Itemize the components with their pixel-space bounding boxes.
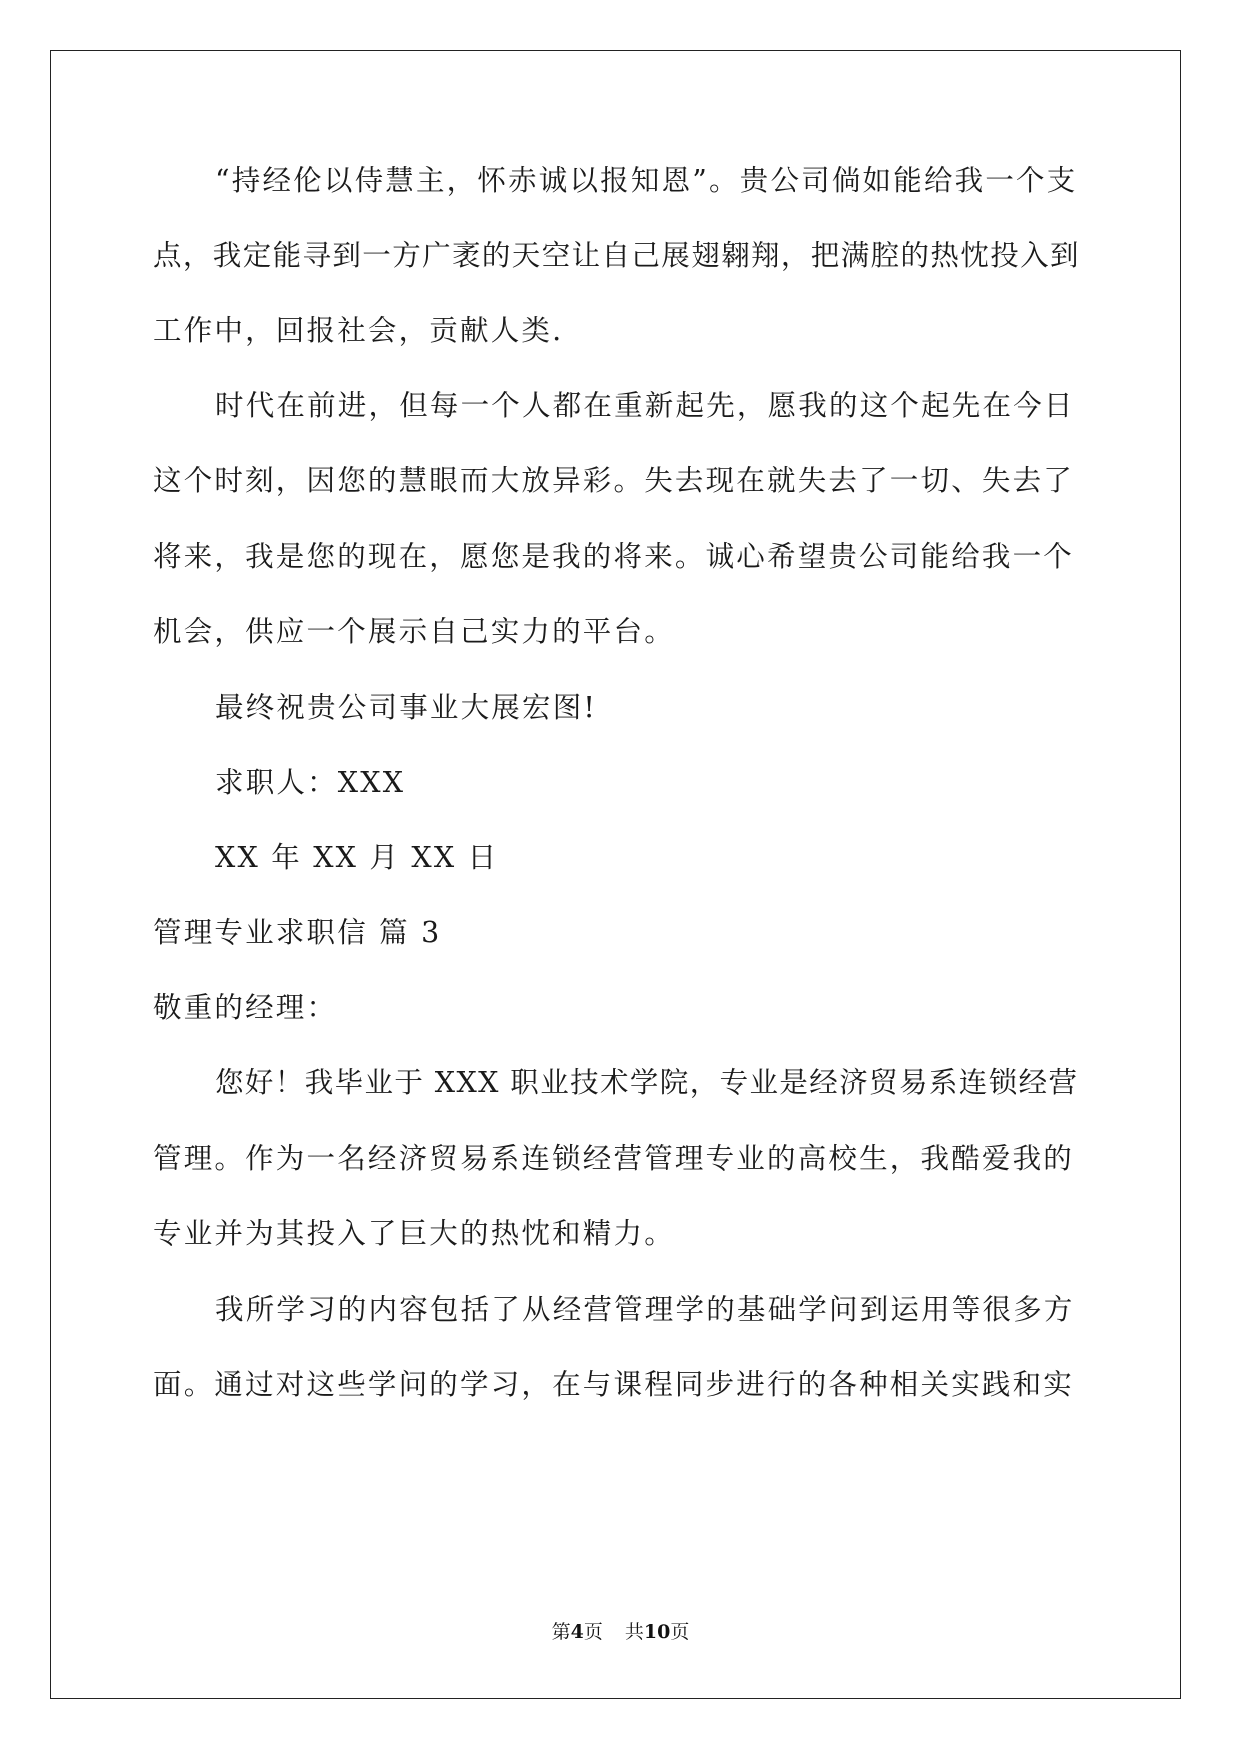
total-pages: 10 <box>643 1621 671 1643</box>
closing-line: 最终祝贵公司事业大展宏图! <box>215 691 598 724</box>
total-prefix: 共 <box>624 1621 644 1643</box>
section-heading: 管理专业求职信 篇 3 <box>153 916 442 949</box>
date-line: XX 年 XX 月 XX 日 <box>215 841 499 874</box>
paragraph-line: 专业并为其投入了巨大的热忱和精力。 <box>153 1217 675 1250</box>
paragraph-line: 将来，我是您的现在，愿您是我的将来。诚心希望贵公司能给我一个 <box>153 540 1075 573</box>
paragraph-line: 时代在前进，但每一个人都在重新起先，愿我的这个起先在今日 <box>215 389 1075 422</box>
paragraph-line: 管理。作为一名经济贸易系连锁经营管理专业的高校生，我酷爱我的 <box>153 1142 1075 1175</box>
page-number: 4 <box>570 1621 584 1643</box>
page-suffix: 页 <box>583 1621 603 1643</box>
paragraph-line: 您好！我毕业于 XXX 职业技术学院，专业是经济贸易系连锁经营 <box>215 1066 1079 1099</box>
page-footer <box>0 1620 1241 1644</box>
applicant-line: 求职人：XXX <box>215 766 406 799</box>
paragraph-line: “持经伦以侍慧主，怀赤诚以报知恩”。贵公司倘如能给我一个支 <box>215 164 1078 197</box>
paragraph-line: 面。通过对这些学问的学习，在与课程同步进行的各种相关实践和实 <box>153 1368 1075 1401</box>
paragraph-line: 工作中，回报社会，贡献人类. <box>153 314 564 347</box>
total-suffix: 页 <box>670 1621 690 1643</box>
paragraph-line: 机会，供应一个展示自己实力的平台。 <box>153 615 675 648</box>
paragraph-line: 我所学习的内容包括了从经营管理学的基础学问到运用等很多方 <box>215 1293 1075 1326</box>
paragraph-line: 这个时刻，因您的慧眼而大放异彩。失去现在就失去了一切、失去了 <box>153 464 1075 497</box>
page-prefix: 第 <box>551 1621 571 1643</box>
salutation: 敬重的经理： <box>153 991 338 1024</box>
paragraph-line: 点，我定能寻到一方广袤的天空让自己展翅翱翔，把满腔的热忱投入到 <box>153 239 1080 272</box>
